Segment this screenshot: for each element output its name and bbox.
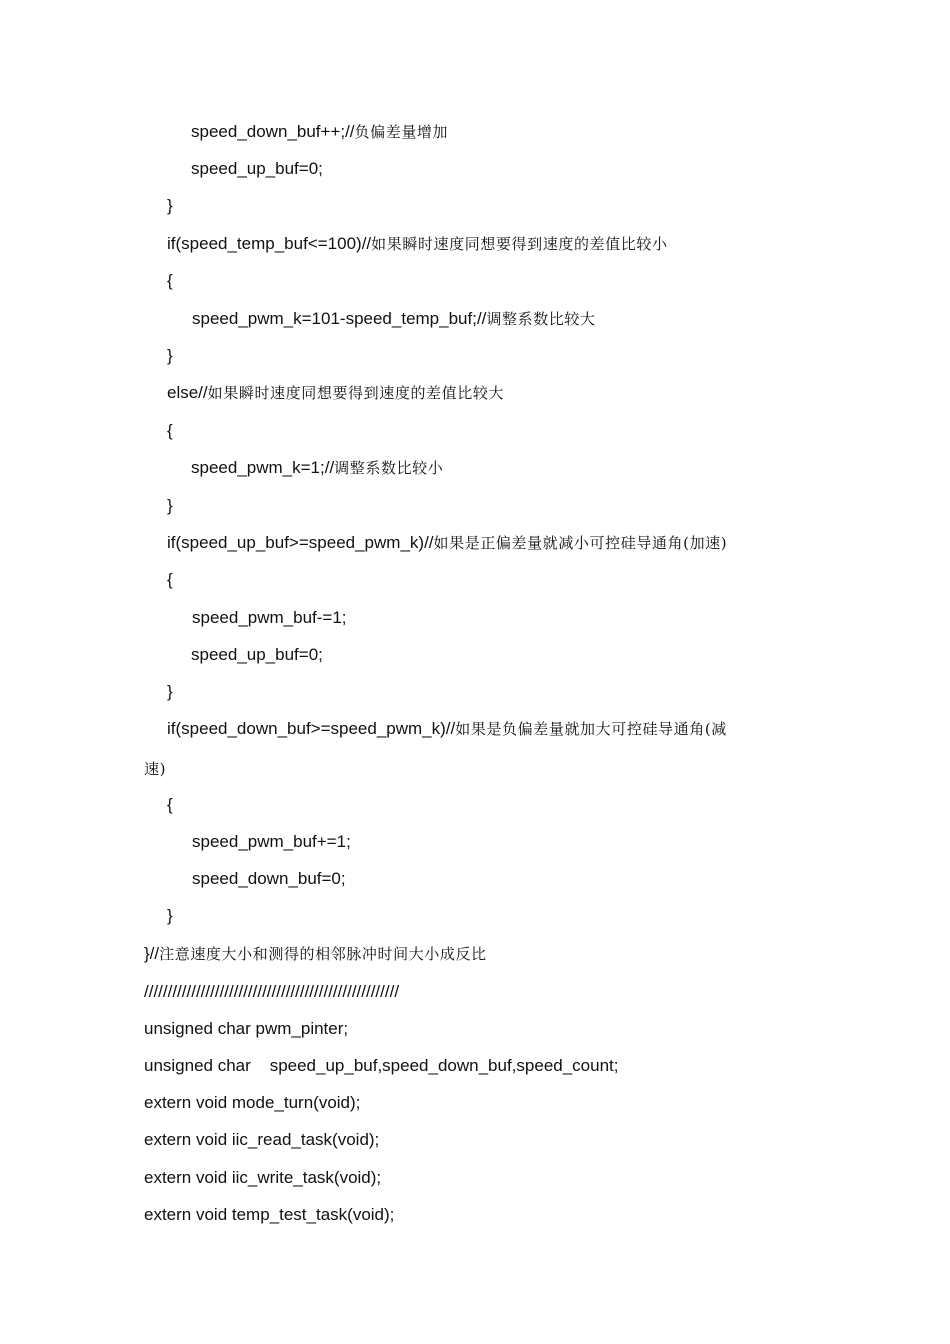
code-line: [191, 457, 443, 479]
code-comment: 速): [144, 760, 167, 778]
code-text: {: [167, 795, 173, 814]
code-line: [144, 1204, 394, 1226]
code-line: [167, 681, 173, 703]
code-line: [191, 158, 323, 180]
code-line: [192, 607, 347, 629]
code-text: extern void temp_test_task(void);: [144, 1205, 395, 1224]
code-text: unsigned char speed_up_buf,speed_down_buf,speed_count;: [144, 1056, 619, 1075]
code-line: [167, 905, 173, 927]
code-comment: 如果是负偏差量就加大可控硅导通角(减: [455, 720, 727, 738]
code-line: [191, 644, 323, 666]
code-text: }: [167, 346, 173, 365]
code-text: speed_pwm_buf+=1;: [192, 832, 351, 851]
code-comment: 如果瞬时速度同想要得到速度的差值比较小: [371, 235, 668, 253]
code-line: [167, 195, 173, 217]
code-line: [144, 981, 399, 1003]
code-line: [167, 420, 173, 442]
code-line: [144, 1167, 381, 1189]
code-text: speed_up_buf=0;: [191, 645, 323, 664]
code-comment: 调整系数比较小: [334, 459, 444, 477]
code-text: extern void mode_turn(void);: [144, 1093, 361, 1112]
code-text: speed_pwm_k=1;//: [191, 458, 335, 477]
code-line: [167, 495, 173, 517]
code-line: [167, 718, 727, 740]
code-line: [167, 532, 727, 554]
code-comment: 负偏差量增加: [354, 123, 449, 141]
code-line: [144, 943, 487, 965]
code-text: speed_pwm_k=101-speed_temp_buf;//: [192, 309, 487, 328]
code-line: [167, 270, 173, 292]
code-text: }: [167, 496, 173, 515]
code-comment: 注意速度大小和测得的相邻脉冲时间大小成反比: [159, 945, 487, 963]
code-line: [167, 382, 504, 404]
code-line: [192, 308, 596, 330]
code-text: {: [167, 271, 173, 290]
code-line: [144, 1018, 348, 1040]
code-line: [144, 1092, 360, 1114]
code-line: [167, 345, 173, 367]
code-text: extern void iic_read_task(void);: [144, 1130, 380, 1149]
code-text: if(speed_down_buf>=speed_pwm_k)//: [167, 719, 456, 738]
code-line: [192, 868, 346, 890]
code-text: else//: [167, 383, 208, 402]
code-line: [167, 569, 173, 591]
code-text: }//: [144, 944, 160, 963]
code-text: {: [167, 570, 173, 589]
code-line: [191, 121, 448, 143]
code-text: speed_up_buf=0;: [191, 159, 323, 178]
code-text: }: [167, 196, 173, 215]
code-text: }: [167, 682, 173, 701]
code-line: [144, 1129, 379, 1151]
code-line: [167, 233, 668, 255]
code-line: [167, 794, 173, 816]
code-text: speed_pwm_buf-=1;: [192, 608, 347, 627]
code-line: [192, 831, 351, 853]
code-text: extern void iic_write_task(void);: [144, 1168, 382, 1187]
code-line: [144, 758, 166, 780]
code-text: speed_down_buf=0;: [192, 869, 346, 888]
code-text: if(speed_temp_buf<=100)//: [167, 234, 372, 253]
code-comment: 如果是正偏差量就减小可控硅导通角(加速): [433, 534, 728, 552]
code-text: if(speed_up_buf>=speed_pwm_k)//: [167, 533, 434, 552]
code-comment: 调整系数比较大: [486, 310, 596, 328]
code-text: }: [167, 906, 173, 925]
code-text: {: [167, 421, 173, 440]
code-text: unsigned char pwm_pinter;: [144, 1019, 349, 1038]
code-line: [144, 1055, 619, 1077]
code-text: //////////////////////////////////////////////////////: [144, 982, 400, 1001]
code-text: speed_down_buf++;//: [191, 122, 355, 141]
code-comment: 如果瞬时速度同想要得到速度的差值比较大: [207, 384, 505, 402]
